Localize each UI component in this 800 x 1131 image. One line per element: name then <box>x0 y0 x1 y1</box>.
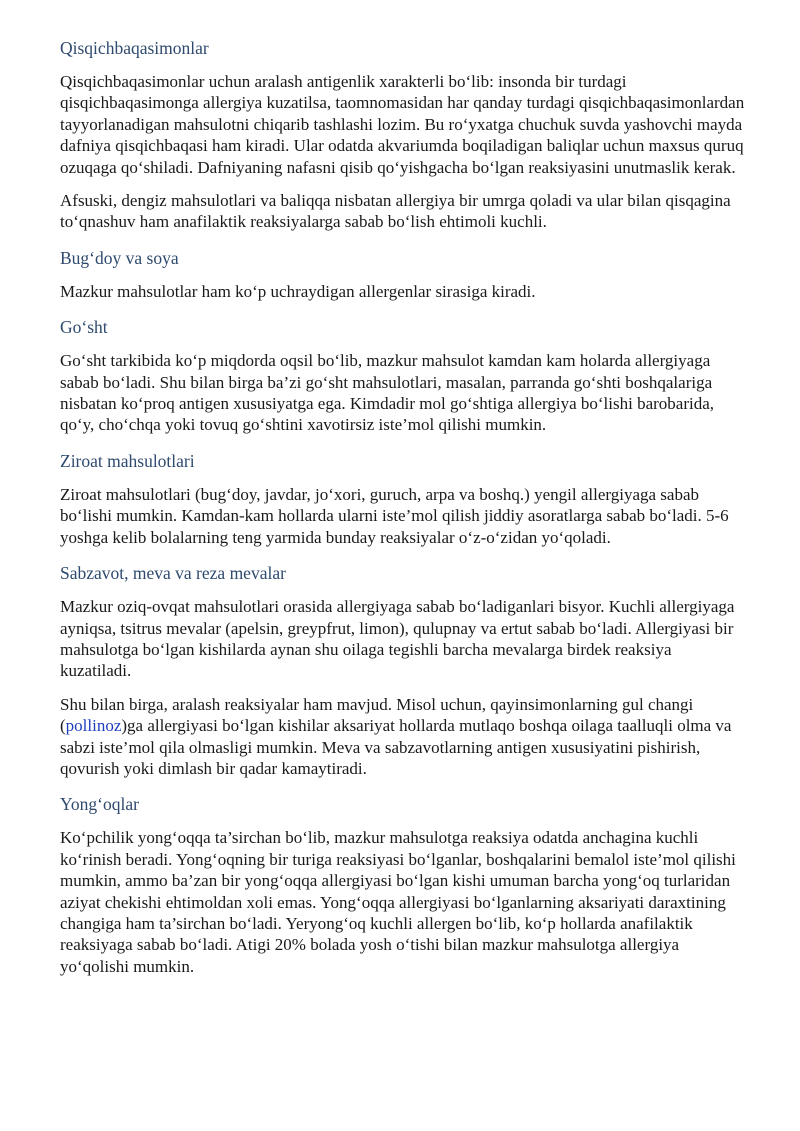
paragraph: Mazkur mahsulotlar ham ko‘p uchraydigan allergenlar sirasiga kiradi. <box>60 281 536 301</box>
paragraph: Go‘sht tarkibida ko‘p miqdorda oqsil bo‘lib, mazkur mahsulot kamdan kam holarda allergiyaga sabab bo‘ladi. Shu bilan birga ba’zi go‘sht mahsulotlari, masalan, parranda go‘shti boshqalariga nisbatan ko‘proq antigen xususiyatga ega. Kimdadir mol go‘shtiga allergiya bo‘lishi barobarida, qo‘y, cho‘chqa yoki tovuq go‘shtini xavotirsiz iste’mol qilishi mumkin. <box>60 351 715 435</box>
section-heading: Qisqichbaqasimonlar <box>60 38 209 58</box>
section-gosht <box>60 316 745 436</box>
pollinoz-link[interactable]: pollinoz <box>65 716 122 736</box>
paragraph-text-before-link: Shu bilan birga, aralash reaksiyalar ham mavjud. Misol uchun, qayinsimonlarning gul changi ( <box>60 694 694 736</box>
paragraph: Afsuski, dengiz mahsulotlari va baliqqa nisbatan allergiya bir umrga qoladi va ular bilan qisqagina to‘qnashuv ham anafilaktik reaksiyalarga sabab bo‘lish ehtimoli kuchli. <box>60 191 731 232</box>
paragraph-with-link <box>60 694 745 780</box>
section-heading: Bug‘doy va soya <box>60 247 179 268</box>
paragraph: Ziroat mahsulotlari (bug‘doy, javdar, jo‘xori, guruch, arpa va boshq.) yengil allergiyaga sabab bo‘lishi mumkin. Kamdan-kam hollarda ularni iste’mol qilish jiddiy asoratlarga sabab bo‘ladi. 5-6 yoshga kelib bolalarning teng yarmida bunday reaksiyalar o‘z-o‘zidan yo‘qoladi. <box>60 484 729 547</box>
section-sabzavot-meva <box>60 562 745 779</box>
section-yongoqlar <box>60 793 745 977</box>
section-heading: Go‘sht <box>60 317 108 338</box>
section-qisqichbaqasimonlar <box>60 37 745 233</box>
paragraph-text-after-link: )ga allergiyasi bo‘lgan kishilar aksariyat hollarda mutlaqo boshqa oilaga taalluqli olma va sabzi iste’mol qila olmasligi mumkin. Meva va sabzavotlarning antigen xususiyatini pishirish, qovurish yoki dimlash bir qadar kamaytiradi. <box>60 716 732 778</box>
section-heading: Yong‘oqlar <box>60 794 139 815</box>
section-heading: Ziroat mahsulotlari <box>60 450 195 471</box>
section-bugdoy-va-soya <box>60 247 745 302</box>
document-page <box>60 37 745 991</box>
paragraph: Mazkur oziq-ovqat mahsulotlari orasida allergiyaga sabab bo‘ladiganlari bisyor. Kuchli allergiyaga ayniqsa, tsitrus mevalar (apelsin, greypfrut, limon), qulupnay va ertut sabab bo‘ladi. Allergiyasi bir mahsulotga bo‘lgan kishilarda aynan shu oilaga tegishli barcha mevalarga birdek reaksiya kuzatiladi. <box>60 597 735 681</box>
paragraph: Qisqichbaqasimonlar uchun aralash antigenlik xarakterli bo‘lib: insonda bir turdagi qisqichbaqasimonga allergiya kuzatilsa, taomnomasidan har qanday turdagi qisqichbaqasimonlardan tayyorlanadigan mahsulotni chiqarib tashlashi lozim. Bu ro‘yxatga chuchuk suvda yashovchi mayda dafniya qisqichbaqasi ham kiradi. Ular odatda akvariumda boqiladigan baliqlar uchun maxsus quruq ozuqaga qo‘shiladi. Dafniyaning nafasni qisib qo‘yishgacha bo‘lgan reaksiyasini unutmaslik kerak. <box>60 72 745 177</box>
section-heading: Sabzavot, meva va reza mevalar <box>60 563 286 584</box>
section-ziroat-mahsulotlari <box>60 450 745 548</box>
paragraph: Ko‘pchilik yong‘oqqa ta’sirchan bo‘lib, mazkur mahsulotga reaksiya odatda anchagina kuchli ko‘rinish beradi. Yong‘oqning bir turiga reaksiyasi bo‘lganlar, boshqalarini bemalol iste’mol qilishi mumkin, ammo ba’zan bir yong‘oqqa allergiyasi bo‘lgan kishi umuman barcha yong‘oq turlaridan aziyat chekishi ehtimoldan xoli emas. Yong‘oqqa allergiyasi bo‘lganlarning aksariyati daraxtining changiga ham ta’sirchan bo‘ladi. Yeryong‘oq kuchli allergen bo‘lib, ko‘p hollarda anafilaktik reaksiyaga sabab bo‘ladi. Atigi 20% bolada yosh o‘tishi bilan mazkur mahsulotga allergiya yo‘qolishi mumkin. <box>60 828 736 976</box>
